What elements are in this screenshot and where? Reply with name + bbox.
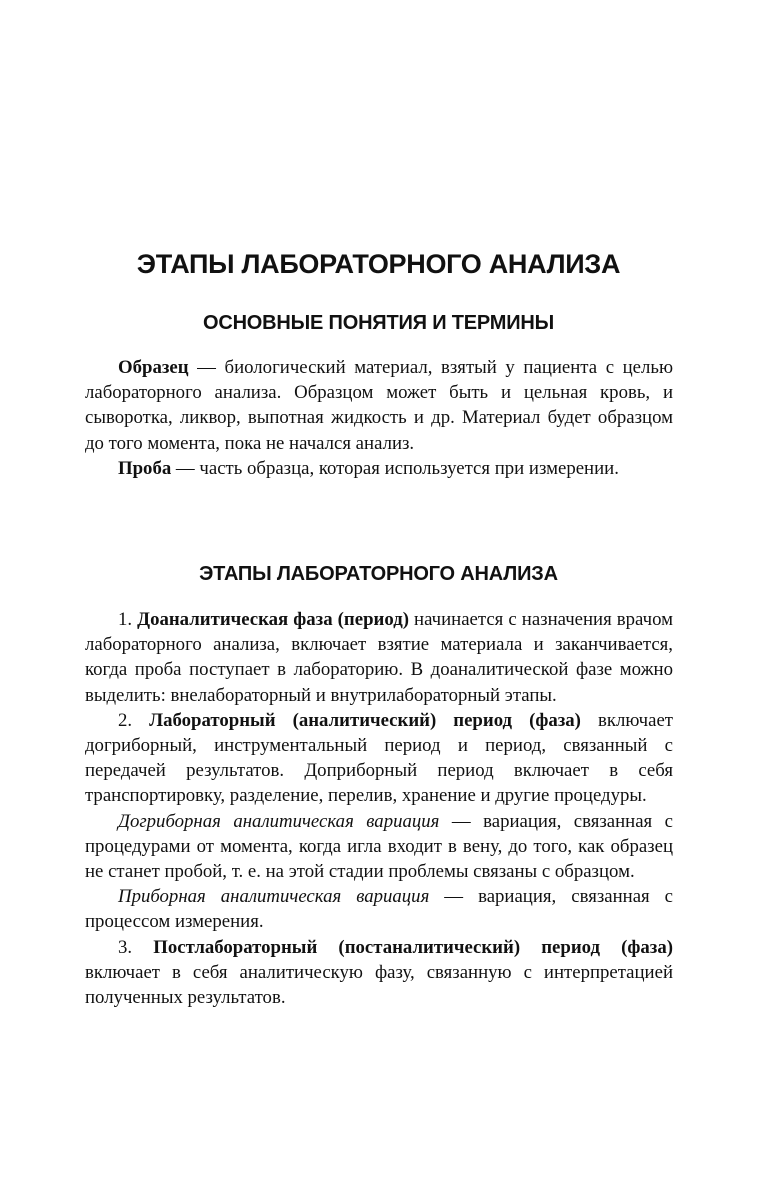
definition-text-probe: — часть образца, которая используется при измерении. <box>171 457 619 479</box>
stage-text-analytical: включает догриборный, инструментальный период и период, связанный с передачей результатов. Доприборный период включает в себя транспортировку, разделение, перелив, хранение и другие процедуры. <box>85 709 673 807</box>
term-analytical-phase: Лабораторный (аналитический) период (фаза) <box>149 709 581 731</box>
variation-paragraph-preinstrumental <box>85 809 673 885</box>
definition-paragraph-sample <box>85 355 673 456</box>
stage-number-1: 1. <box>118 609 138 630</box>
variation-paragraph-instrumental <box>85 884 673 934</box>
stage-text-preanalytical: начинается с назначения врачом лабораторного анализа, включает взятие материала и заканчивается, когда проба поступает в лабораторию. В доаналитической фазе можно выделить: внелабораторный и внутрилабораторный этапы. <box>85 609 674 706</box>
chapter-title: ЭТАПЫ ЛАБОРАТОРНОГО АНАЛИЗА <box>136 249 621 279</box>
section-title-basic-concepts: ОСНОВНЫЕ ПОНЯТИЯ И ТЕРМИНЫ <box>202 312 555 334</box>
term-postanalytical-phase: Постлабораторный (постаналитический) период (фаза) <box>153 936 674 958</box>
term-probe: Проба <box>118 457 172 479</box>
stage-number-2: 2. <box>118 709 150 731</box>
section-body-basic-concepts <box>85 355 673 481</box>
section-title-analysis-stages: ЭТАПЫ ЛАБОРАТОРНОГО АНАЛИЗА <box>199 563 558 585</box>
term-instrumental-variation: Приборная аналитическая вариация <box>118 886 430 908</box>
term-preinstrumental-variation: Догриборная аналитическая вариация <box>118 810 440 832</box>
stage-number-3: 3. <box>118 936 154 958</box>
section-body-analysis-stages <box>85 607 673 1010</box>
stage-text-postanalytical: включает в себя аналитическую фазу, связанную с интерпретацией полученных результатов. <box>85 961 673 1009</box>
variation-text-instrumental: — вариация, связанная с процессом измерения. <box>85 886 673 933</box>
stage-paragraph-preanalytical <box>85 607 673 708</box>
variation-text-preinstrumental: — вариация, связанная с процедурами от момента, когда игла входит в вену, до того, как образец не станет пробой, т. е. на этой стадии проблемы связаны с образцом. <box>85 810 673 883</box>
term-sample: Образец <box>118 357 189 378</box>
definition-paragraph-probe <box>85 456 673 481</box>
definition-text-sample: — биологический материал, взятый у пациента с целью лабораторного анализа. Образцом может быть и цельная кровь, и сыворотка, ликвор, выпотная жидкость и др. Материал будет образцом до того момента, пока не начался анализ. <box>85 357 673 454</box>
stage-paragraph-postanalytical <box>85 935 673 1011</box>
term-preanalytical-phase: Доаналитическая фаза (период) <box>137 609 409 630</box>
stage-paragraph-analytical <box>85 708 673 809</box>
